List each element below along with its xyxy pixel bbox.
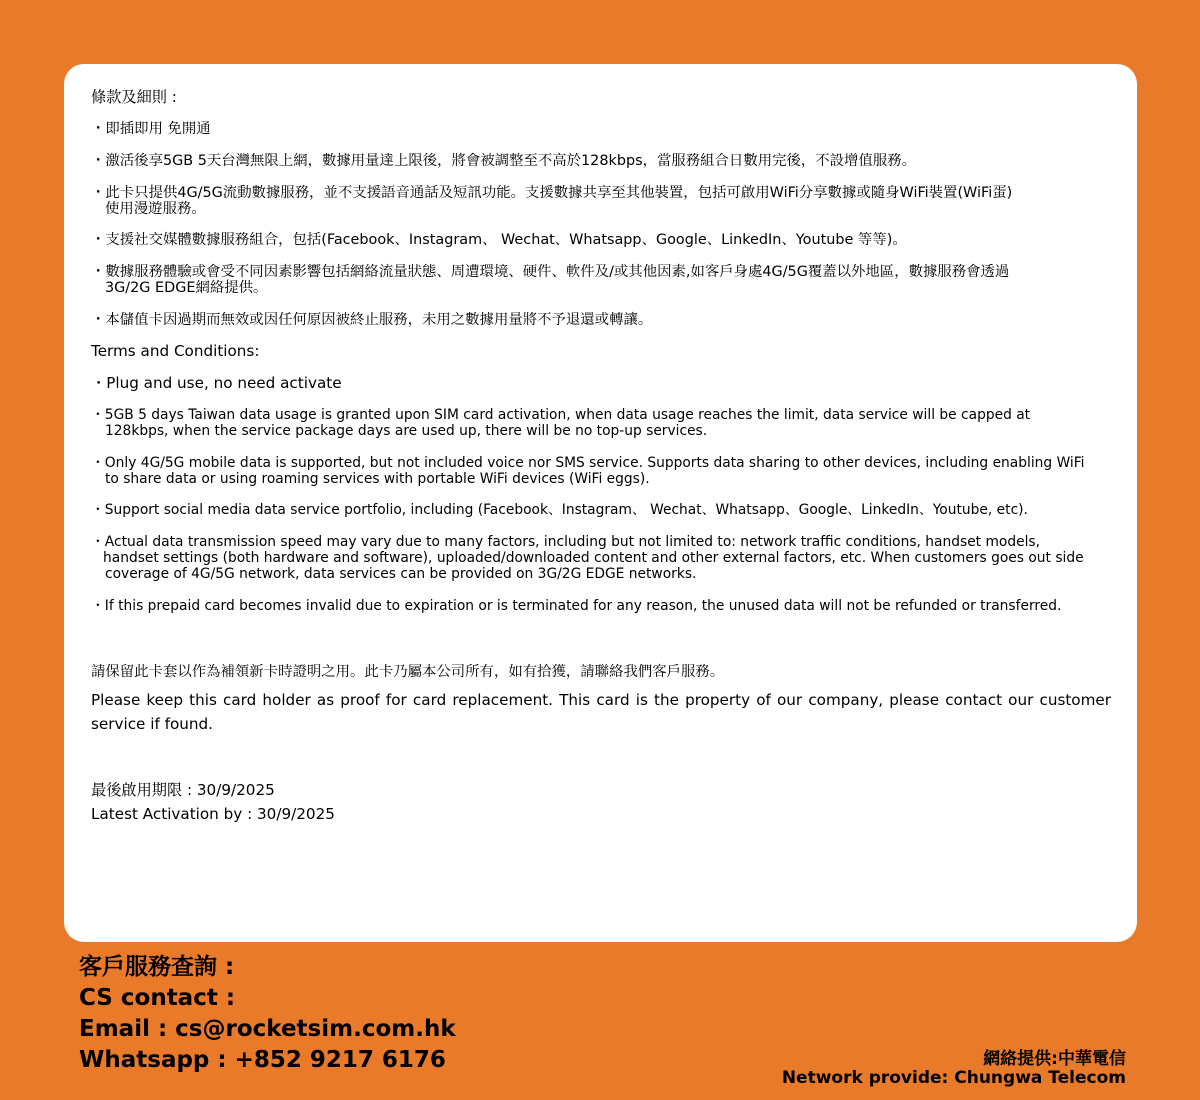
activation-deadline-en: Latest Activation by : 30/9/2025: [91, 805, 335, 823]
cs-whatsapp[interactable]: Whatsapp : +852 9217 6176: [79, 1047, 446, 1073]
zh-term-item: ・數據服務體驗或會受不同因素影響包括網絡流量狀態、周遭環境、硬件、軟件及/或其他因素,如客戶身處4G/5G覆蓋以外地區，數據服務會透過: [91, 264, 1010, 280]
network-provider-zh: 網絡提供:中華電信: [983, 1049, 1126, 1069]
holder-note-en: Please keep this card holder as proof for card replacement. This card is the property of our company, please contact our customer service if found.: [91, 691, 1111, 733]
network-provider-en: Network provide: Chungwa Telecom: [781, 1068, 1126, 1088]
en-term-item-continued: 128kbps, when the service package days are used up, there will be no top-up services.: [105, 423, 708, 439]
activation-deadline-zh: 最後啟用期限 : 30/9/2025: [91, 781, 275, 799]
cs-contact-title-en: CS contact :: [79, 985, 236, 1011]
zh-term-item: ・激活後享5GB 5天台灣無限上網，數據用量達上限後，將會被調整至不高於128kbps，當服務組合日數用完後，不設增值服務。: [91, 153, 917, 169]
zh-term-item: ・此卡只提供4G/5G流動數據服務，並不支援語音通話及短訊功能。支援數據共享至其他裝置，包括可啟用WiFi分享數據或隨身WiFi裝置(WiFi蛋): [91, 185, 1013, 201]
en-term-item: ・If this prepaid card becomes invalid due to expiration or is terminated for any reason, the unused data will not be refunded or transferred.: [91, 598, 1062, 614]
zh-term-item-continued: 3G/2G EDGE網絡提供。: [105, 280, 268, 296]
en-term-item-continued: coverage of 4G/5G network, data services can be provided on 3G/2G EDGE networks.: [105, 566, 697, 582]
en-term-item-continued: to share data or using roaming services with portable WiFi devices (WiFi eggs).: [105, 471, 650, 487]
zh-terms-title: 條款及細則 :: [91, 88, 177, 106]
zh-term-item: ・本儲值卡因過期而無效或因任何原因被終止服務，未用之數據用量將不予退還或轉讓。: [91, 312, 653, 328]
zh-term-item: ・即插即用 免開通: [91, 121, 211, 137]
en-term-item: ・Support social media data service portfolio, including (Facebook、Instagram、 Wechat、Whatsapp、Google、LinkedIn、Youtube, etc).: [91, 502, 1028, 518]
en-term-item: ・Plug and use, no need activate: [91, 374, 342, 392]
zh-term-item: ・支援社交媒體數據服務組合，包括(Facebook、Instagram、 Wechat、Whatsapp、Google、LinkedIn、Youtube 等等)。: [91, 232, 907, 248]
en-term-item: ・Only 4G/5G mobile data is supported, but not included voice nor SMS service. Supports data sharing to other devices, including enabling WiFi: [91, 455, 1085, 471]
zh-term-item-continued: 使用漫遊服務。: [105, 201, 206, 217]
en-term-item: ・5GB 5 days Taiwan data usage is granted upon SIM card activation, when data usage reaches the limit, data service will be capped at: [91, 407, 1031, 423]
en-term-item-continued: handset settings (both hardware and software), uploaded/downloaded content and other external factors, etc. When customers goes out side: [103, 550, 1084, 566]
holder-note-zh: 請保留此卡套以作為補領新卡時證明之用。此卡乃屬本公司所有，如有拾獲，請聯絡我們客戶服務。: [91, 664, 725, 680]
en-terms-title: Terms and Conditions:: [91, 342, 260, 360]
en-term-item: ・Actual data transmission speed may vary due to many factors, including but not limited to: network traffic conditions, handset models,: [91, 534, 1041, 550]
cs-email[interactable]: Email : cs@rocketsim.com.hk: [79, 1016, 456, 1042]
cs-contact-title-zh: 客戶服務查詢 :: [79, 954, 235, 980]
